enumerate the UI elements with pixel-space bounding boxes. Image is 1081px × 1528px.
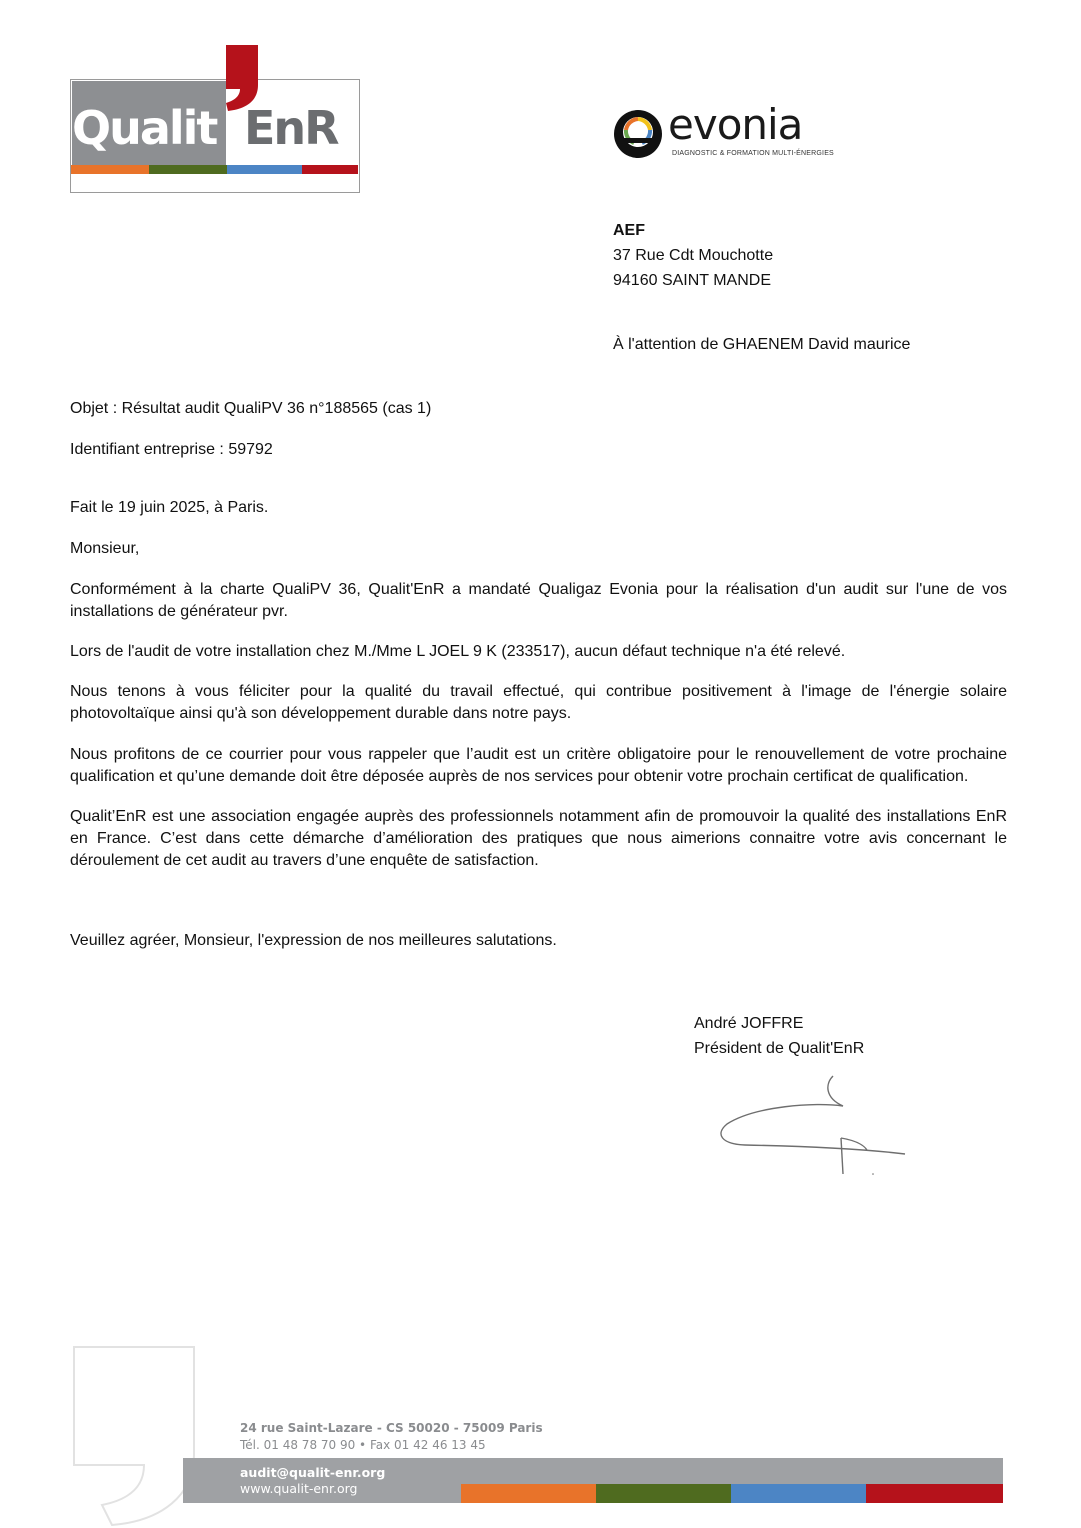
letter-date-place: Fait le 19 juin 2025, à Paris. [70, 499, 269, 516]
footer-strip-green [596, 1484, 731, 1503]
handwritten-signature [715, 1070, 910, 1180]
letter-object: Objet : Résultat audit QualiPV 36 n°188565 (cas 1) [70, 400, 432, 417]
evonia-logo-tagline: DIAGNOSTIC & FORMATION MULTI-ÉNERGIES [672, 150, 834, 157]
footer-address-block [240, 1420, 543, 1454]
letter-salutation: Monsieur, [70, 540, 140, 557]
recipient-address [613, 218, 773, 293]
footer-email: audit@qualit-enr.org [240, 1465, 386, 1480]
footer-strip-orange [461, 1484, 596, 1503]
footer-website: www.qualit-enr.org [240, 1481, 358, 1496]
footer-phone-fax: Tél. 01 48 78 70 90 • Fax 01 42 46 13 45 [240, 1438, 486, 1452]
paragraph-mandate: Conformément à la charte QualiPV 36, Qualit'EnR a mandaté Qualigaz Evonia pour la réalisation d'un audit sur l'une de vos installations de générateur pvr. [70, 581, 1007, 620]
footer-contact [240, 1465, 385, 1497]
footer-strip-blue [731, 1484, 866, 1503]
footer-comma-watermark-icon [72, 1345, 196, 1527]
signatory-block [694, 1011, 864, 1061]
footer-address: 24 rue Saint-Lazare - CS 50020 - 75009 Paris [240, 1421, 543, 1435]
company-identifier: Identifiant entreprise : 59792 [70, 441, 273, 458]
evonia-logo-wordmark: evonia [668, 100, 803, 149]
qualitenr-logo [70, 45, 360, 193]
evonia-logo [612, 100, 834, 162]
evonia-emblem-icon [612, 108, 664, 160]
qualitenr-strip-red [302, 165, 358, 174]
qualitenr-strip-orange [71, 165, 149, 174]
paragraph-reminder: Nous profitons de ce courrier pour vous rappeler que l’audit est un critère obligatoire pour le renouvellement de votre prochaine qualification et qu’une demande doit être déposée auprès de nos services pour obtenir votre prochain certificat de qualification. [70, 746, 1007, 785]
recipient-street: 37 Rue Cdt Mouchotte [613, 247, 774, 264]
qualitenr-strip-green [149, 165, 227, 174]
signatory-name: André JOFFRE [694, 1015, 804, 1032]
paragraph-audit-result: Lors de l'audit de votre installation chez M./Mme L JOEL 9 K (233517), aucun défaut technique n'a été relevé. [70, 643, 846, 660]
paragraph-survey: Qualit’EnR est une association engagée auprès des professionnels notamment afin de promouvoir la qualité des installations EnR en France. C’est dans cette démarche d’amélioration des pratiques que nous aimerions connaitre votre avis concernant le déroulement de cet audit au travers d’une enquête de satisfaction. [70, 808, 1007, 869]
recipient-name: AEF [613, 222, 645, 239]
signatory-title: Président de Qualit'EnR [694, 1040, 865, 1057]
qualitenr-strip-blue [227, 165, 302, 174]
footer-strip-red [866, 1484, 1003, 1503]
recipient-attention: À l'attention de GHAENEM David maurice [613, 336, 911, 353]
recipient-city: 94160 SAINT MANDE [613, 272, 771, 289]
letter-closing: Veuillez agréer, Monsieur, l'expression de nos meilleures salutations. [70, 932, 557, 949]
qualitenr-logo-text-1: Qualit [72, 101, 217, 155]
qualitenr-logo-text-2: EnR [244, 101, 338, 155]
paragraph-congratulations: Nous tenons à vous féliciter pour la qualité du travail effectué, qui contribue positivement à l'image de l'énergie solaire photovoltaïque ainsi qu'à son développement durable dans notre pays. [70, 683, 1007, 722]
